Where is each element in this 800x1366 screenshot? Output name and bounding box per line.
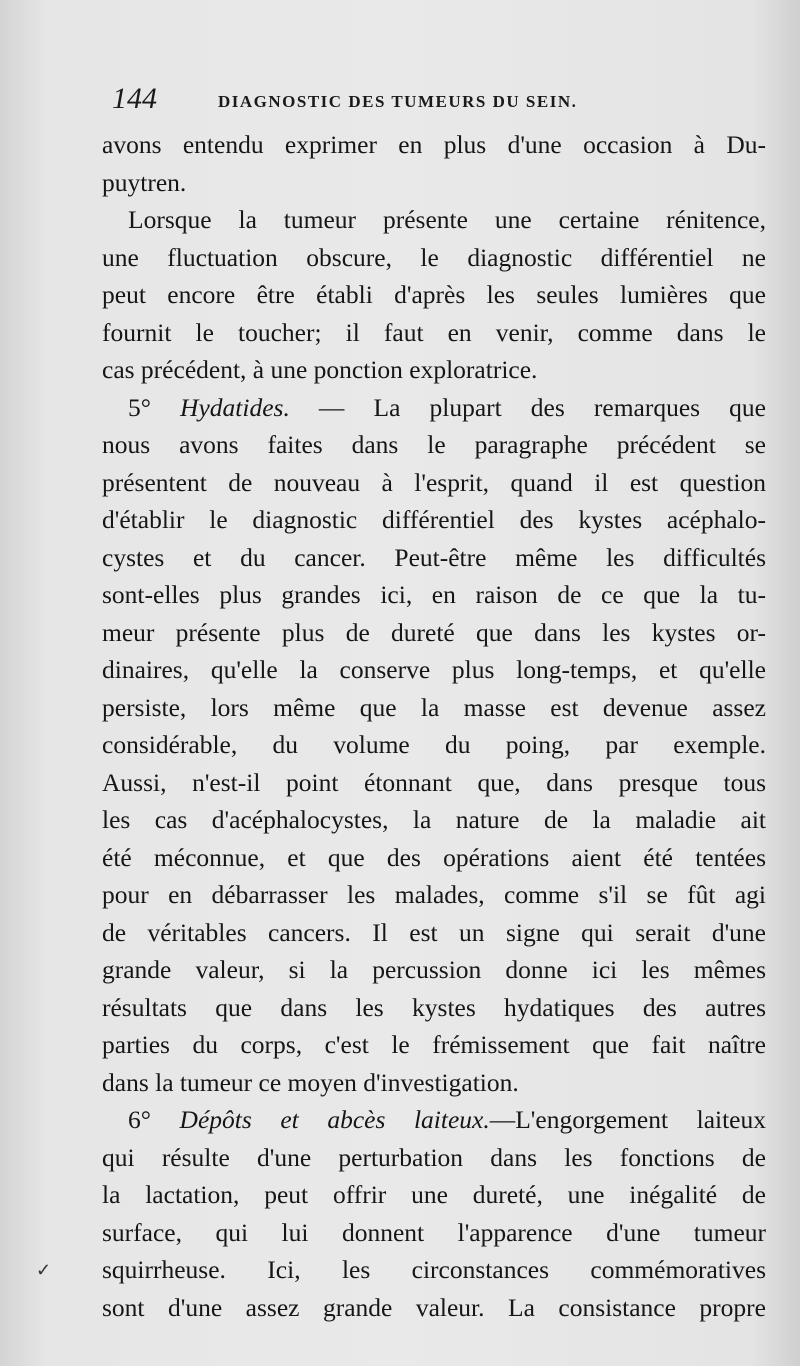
text-line: cystes et du cancer. Peut-être même les difficultés [102, 542, 766, 572]
text-line: Lorsque la tumeur présente une certaine rénitence, [128, 205, 766, 234]
text-line: résultats que dans les kystes hydatiques des autres [102, 992, 766, 1022]
text-line: squirrheuse. Ici, les circonstances commémoratives [102, 1255, 766, 1284]
text-line: parties du corps, c'est le frémissement que fait naître [102, 1030, 766, 1059]
text-line: puytren. [102, 167, 187, 197]
text-line: considérable, du volume du poing, par exemple. [102, 730, 766, 759]
margin-mark: ✓ [36, 1260, 52, 1280]
text-line: la lactation, peut offrir une dureté, une inégalité de [102, 1180, 766, 1209]
section-heading-line [102, 389, 766, 427]
text-line: cas précédent, à une ponction exploratrice. [102, 355, 538, 384]
text-line: pour en débarrasser les malades, comme s'il se fût agi [102, 880, 766, 909]
text-line: persiste, lors même que la masse est devenue assez [102, 692, 766, 722]
text-line: dans la tumeur ce moyen d'investigation. [102, 1067, 519, 1097]
section-heading: Dépôts et abcès laiteux. [179, 1105, 490, 1134]
text-line: fournit le toucher; il faut en venir, comme dans le [102, 317, 766, 347]
section-heading-line [102, 1101, 766, 1139]
text-line: avons entendu exprimer en plus d'une occasion à Du- [102, 130, 766, 159]
section-heading: Hydatides. [180, 392, 290, 422]
page-number: 144 [112, 82, 157, 115]
text-line: surface, qui lui donnent l'apparence d'une tumeur [102, 1217, 766, 1247]
text-line: présentent de nouveau à l'esprit, quand il est question [102, 467, 766, 497]
text-line: Aussi, n'est-il point étonnant que, dans presque tous [102, 767, 766, 797]
text-line: les cas d'acéphalocystes, la nature de la maladie ait [102, 805, 766, 834]
text-line: sont-elles plus grandes ici, en raison de ce que la tu- [102, 580, 766, 609]
running-title: DIAGNOSTIC DES TUMEURS DU SEIN. [218, 92, 578, 111]
page-header [112, 82, 772, 122]
text-line: grande valeur, si la percussion donne ici les mêmes [102, 955, 766, 984]
text-fragment: —L'engorgement laiteux [489, 1105, 767, 1134]
text-line: nous avons faites dans le paragraphe précédent se [102, 430, 766, 459]
text-line: de véritables cancers. Il est un signe qui serait d'une [102, 917, 766, 947]
text-fragment: — La plupart des remarques que [289, 392, 766, 422]
text-line: d'établir le diagnostic différentiel des kystes acéphalo- [102, 505, 766, 534]
text-line: été méconnue, et que des opérations aient été tentées [102, 842, 766, 872]
section-number: 6° [128, 1105, 151, 1134]
text-line: dinaires, qu'elle la conserve plus long-temps, et qu'elle [102, 655, 766, 684]
text-line: sont d'une assez grande valeur. La consistance propre [102, 1292, 766, 1322]
text-line: qui résulte d'une perturbation dans les fonctions de [102, 1142, 766, 1172]
text-line: peut encore être établi d'après les seules lumières que [102, 280, 766, 309]
body-text [102, 126, 766, 1326]
section-number: 5° [128, 392, 151, 422]
text-line: meur présente plus de dureté que dans les kystes or- [102, 617, 766, 647]
text-line: une fluctuation obscure, le diagnostic différentiel ne [102, 242, 766, 272]
